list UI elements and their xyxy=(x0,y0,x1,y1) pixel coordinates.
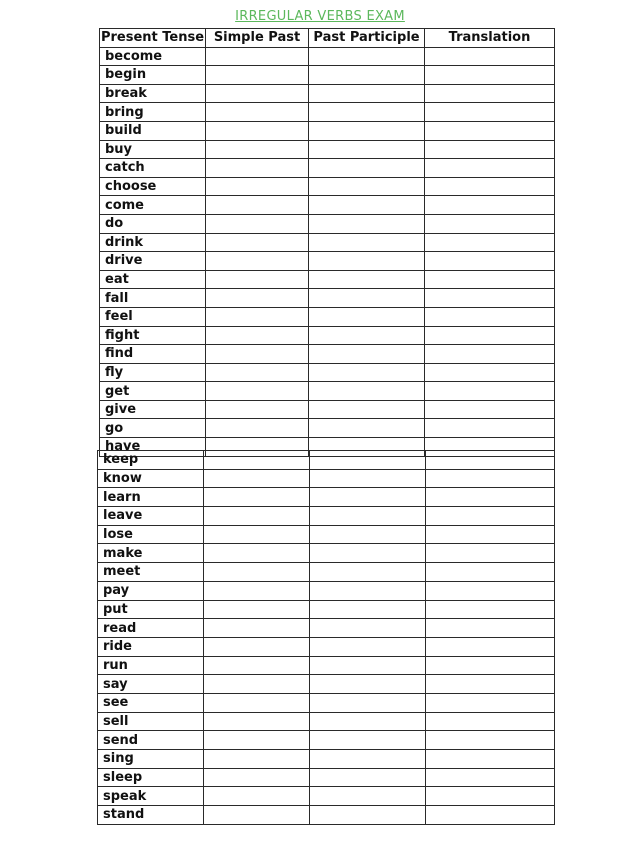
translation-cell[interactable] xyxy=(426,675,555,694)
verb-row xyxy=(100,177,555,196)
past-participle-cell[interactable] xyxy=(310,787,426,806)
translation-cell[interactable] xyxy=(426,712,555,731)
simple-past-cell[interactable] xyxy=(204,731,310,750)
simple-past-cell[interactable] xyxy=(204,693,310,712)
verb-row xyxy=(98,469,555,488)
translation-cell[interactable] xyxy=(425,66,555,85)
present-tense-cell: pay xyxy=(98,581,204,600)
past-participle-cell[interactable] xyxy=(310,750,426,769)
present-tense-cell: sell xyxy=(98,712,204,731)
simple-past-cell[interactable] xyxy=(204,712,310,731)
verb-row xyxy=(98,806,555,825)
translation-cell[interactable] xyxy=(426,693,555,712)
translation-cell[interactable] xyxy=(425,382,555,401)
present-tense-cell: feel xyxy=(100,307,206,326)
verb-row xyxy=(100,307,555,326)
translation-cell[interactable] xyxy=(426,768,555,787)
present-tense-cell: make xyxy=(98,544,204,563)
translation-cell[interactable] xyxy=(426,581,555,600)
present-tense-cell: speak xyxy=(98,787,204,806)
translation-cell[interactable] xyxy=(425,363,555,382)
simple-past-cell[interactable] xyxy=(204,451,310,470)
past-participle-cell[interactable] xyxy=(309,66,425,85)
simple-past-cell[interactable] xyxy=(204,488,310,507)
past-participle-cell[interactable] xyxy=(309,419,425,438)
present-tense-cell: say xyxy=(98,675,204,694)
translation-cell[interactable] xyxy=(426,806,555,825)
verb-row xyxy=(100,270,555,289)
past-participle-cell[interactable] xyxy=(310,637,426,656)
verb-row xyxy=(98,619,555,638)
past-participle-cell[interactable] xyxy=(310,581,426,600)
past-participle-cell[interactable] xyxy=(310,675,426,694)
simple-past-cell[interactable] xyxy=(206,214,309,233)
simple-past-cell[interactable] xyxy=(204,619,310,638)
present-tense-cell: keep xyxy=(98,451,204,470)
verb-row xyxy=(100,400,555,419)
present-tense-cell: leave xyxy=(98,507,204,526)
past-participle-cell[interactable] xyxy=(310,619,426,638)
translation-cell[interactable] xyxy=(425,252,555,271)
translation-cell[interactable] xyxy=(425,84,555,103)
past-participle-cell[interactable] xyxy=(309,345,425,364)
simple-past-cell[interactable] xyxy=(204,806,310,825)
translation-cell[interactable] xyxy=(426,525,555,544)
header-present-tense: Present Tense xyxy=(100,30,205,46)
header-simple-past: Simple Past xyxy=(206,29,309,48)
present-tense-cell: run xyxy=(98,656,204,675)
past-participle-cell[interactable] xyxy=(309,159,425,178)
verb-row xyxy=(100,66,555,85)
past-participle-cell[interactable] xyxy=(310,693,426,712)
present-tense-cell: bring xyxy=(100,103,206,122)
past-participle-cell[interactable] xyxy=(310,563,426,582)
translation-cell[interactable] xyxy=(425,345,555,364)
simple-past-cell[interactable] xyxy=(206,121,309,140)
past-participle-cell[interactable] xyxy=(310,806,426,825)
simple-past-cell[interactable] xyxy=(206,307,309,326)
past-participle-cell[interactable] xyxy=(309,47,425,66)
present-tense-cell: drink xyxy=(100,233,206,252)
simple-past-cell[interactable] xyxy=(206,177,309,196)
verb-row xyxy=(98,768,555,787)
translation-cell[interactable] xyxy=(425,140,555,159)
translation-cell[interactable] xyxy=(426,451,555,470)
simple-past-cell[interactable] xyxy=(206,326,309,345)
verb-row xyxy=(100,84,555,103)
simple-past-cell[interactable] xyxy=(204,525,310,544)
verb-row xyxy=(100,47,555,66)
verb-row xyxy=(100,326,555,345)
verb-row xyxy=(98,712,555,731)
simple-past-cell[interactable] xyxy=(206,363,309,382)
translation-cell[interactable] xyxy=(426,731,555,750)
present-tense-cell: fall xyxy=(100,289,206,308)
present-tense-cell: send xyxy=(98,731,204,750)
header-translation: Translation xyxy=(425,29,555,48)
past-participle-cell[interactable] xyxy=(309,196,425,215)
translation-cell[interactable] xyxy=(426,600,555,619)
simple-past-cell[interactable] xyxy=(204,787,310,806)
translation-cell[interactable] xyxy=(425,47,555,66)
verb-row xyxy=(98,507,555,526)
simple-past-cell[interactable] xyxy=(204,581,310,600)
exam-title: IRREGULAR VERBS EXAM xyxy=(235,9,405,24)
present-tense-cell: stand xyxy=(98,806,204,825)
past-participle-cell[interactable] xyxy=(309,140,425,159)
verb-row xyxy=(98,525,555,544)
present-tense-cell: sing xyxy=(98,750,204,769)
verb-row xyxy=(100,140,555,159)
translation-cell[interactable] xyxy=(426,787,555,806)
past-participle-cell[interactable] xyxy=(310,600,426,619)
verb-row xyxy=(98,488,555,507)
translation-cell[interactable] xyxy=(425,233,555,252)
verb-row xyxy=(100,252,555,271)
present-tense-cell: break xyxy=(100,84,206,103)
past-participle-cell[interactable] xyxy=(309,84,425,103)
simple-past-cell[interactable] xyxy=(204,507,310,526)
translation-cell[interactable] xyxy=(425,159,555,178)
verb-row xyxy=(98,787,555,806)
translation-cell[interactable] xyxy=(426,750,555,769)
verb-row xyxy=(100,159,555,178)
translation-cell[interactable] xyxy=(425,196,555,215)
verb-row xyxy=(100,289,555,308)
simple-past-cell[interactable] xyxy=(206,270,309,289)
translation-cell[interactable] xyxy=(425,121,555,140)
simple-past-cell[interactable] xyxy=(206,345,309,364)
translation-cell[interactable] xyxy=(425,103,555,122)
present-tense-cell: read xyxy=(98,619,204,638)
verbs-table-part2 xyxy=(97,450,555,825)
verb-row xyxy=(98,637,555,656)
simple-past-cell[interactable] xyxy=(206,196,309,215)
translation-cell[interactable] xyxy=(426,469,555,488)
present-tense-cell: put xyxy=(98,600,204,619)
simple-past-cell[interactable] xyxy=(206,66,309,85)
verb-row xyxy=(98,693,555,712)
past-participle-cell[interactable] xyxy=(309,252,425,271)
simple-past-cell[interactable] xyxy=(204,600,310,619)
simple-past-cell[interactable] xyxy=(204,750,310,769)
present-tense-cell: become xyxy=(100,47,206,66)
past-participle-cell[interactable] xyxy=(309,382,425,401)
present-tense-cell: get xyxy=(100,382,206,401)
past-participle-cell[interactable] xyxy=(309,326,425,345)
present-tense-cell: sleep xyxy=(98,768,204,787)
verb-row xyxy=(98,656,555,675)
simple-past-cell[interactable] xyxy=(206,233,309,252)
past-participle-cell[interactable] xyxy=(309,289,425,308)
translation-cell[interactable] xyxy=(425,307,555,326)
header-past-participle: Past Participle xyxy=(309,29,425,48)
past-participle-cell[interactable] xyxy=(310,712,426,731)
past-participle-cell[interactable] xyxy=(310,731,426,750)
present-tense-cell: do xyxy=(100,214,206,233)
simple-past-cell[interactable] xyxy=(206,382,309,401)
past-participle-cell[interactable] xyxy=(309,363,425,382)
translation-cell[interactable] xyxy=(426,488,555,507)
translation-cell[interactable] xyxy=(426,656,555,675)
past-participle-cell[interactable] xyxy=(310,507,426,526)
past-participle-cell[interactable] xyxy=(309,307,425,326)
simple-past-cell[interactable] xyxy=(206,289,309,308)
translation-cell[interactable] xyxy=(426,507,555,526)
verb-row xyxy=(98,675,555,694)
present-tense-cell: see xyxy=(98,693,204,712)
verb-row xyxy=(98,581,555,600)
past-participle-cell[interactable] xyxy=(309,270,425,289)
present-tense-cell: learn xyxy=(98,488,204,507)
simple-past-cell[interactable] xyxy=(204,768,310,787)
translation-cell[interactable] xyxy=(426,563,555,582)
simple-past-cell[interactable] xyxy=(204,544,310,563)
present-tense-cell: begin xyxy=(100,66,206,85)
simple-past-cell[interactable] xyxy=(204,469,310,488)
present-tense-cell: drive xyxy=(100,252,206,271)
simple-past-cell[interactable] xyxy=(206,159,309,178)
past-participle-cell[interactable] xyxy=(310,768,426,787)
verb-row xyxy=(100,345,555,364)
verb-row xyxy=(98,544,555,563)
simple-past-cell[interactable] xyxy=(206,103,309,122)
translation-cell[interactable] xyxy=(425,177,555,196)
simple-past-cell[interactable] xyxy=(206,47,309,66)
present-tense-cell: eat xyxy=(100,270,206,289)
past-participle-cell[interactable] xyxy=(309,400,425,419)
simple-past-cell[interactable] xyxy=(204,675,310,694)
translation-cell[interactable] xyxy=(425,326,555,345)
verb-row xyxy=(98,563,555,582)
verb-row xyxy=(98,600,555,619)
past-participle-cell[interactable] xyxy=(309,121,425,140)
present-tense-cell: give xyxy=(100,400,206,419)
verb-row xyxy=(100,121,555,140)
verb-row xyxy=(100,103,555,122)
simple-past-cell[interactable] xyxy=(204,563,310,582)
verb-row xyxy=(98,451,555,470)
present-tense-cell: fight xyxy=(100,326,206,345)
verb-row xyxy=(98,750,555,769)
translation-cell[interactable] xyxy=(425,419,555,438)
present-tense-cell: know xyxy=(98,469,204,488)
present-tense-cell: ride xyxy=(98,637,204,656)
past-participle-cell[interactable] xyxy=(309,214,425,233)
translation-cell[interactable] xyxy=(425,400,555,419)
present-tense-cell: meet xyxy=(98,563,204,582)
past-participle-cell[interactable] xyxy=(310,656,426,675)
verb-row xyxy=(100,233,555,252)
translation-cell[interactable] xyxy=(426,637,555,656)
simple-past-cell[interactable] xyxy=(206,84,309,103)
past-participle-cell[interactable] xyxy=(310,525,426,544)
present-tense-cell: have xyxy=(100,438,206,457)
present-tense-cell: build xyxy=(100,121,206,140)
verb-row xyxy=(100,196,555,215)
present-tense-cell: fly xyxy=(100,363,206,382)
present-tense-cell: lose xyxy=(98,525,204,544)
verb-row xyxy=(100,419,555,438)
translation-cell[interactable] xyxy=(425,270,555,289)
verb-row xyxy=(98,731,555,750)
verb-row xyxy=(100,382,555,401)
present-tense-cell: find xyxy=(100,345,206,364)
translation-cell[interactable] xyxy=(426,619,555,638)
header-row xyxy=(100,29,555,48)
verb-row xyxy=(100,214,555,233)
translation-cell[interactable] xyxy=(425,289,555,308)
past-participle-cell[interactable] xyxy=(309,103,425,122)
present-tense-cell: go xyxy=(100,419,206,438)
present-tense-cell: catch xyxy=(100,159,206,178)
past-participle-cell[interactable] xyxy=(309,233,425,252)
verb-row xyxy=(100,363,555,382)
verbs-table-part1 xyxy=(99,28,555,457)
past-participle-cell[interactable] xyxy=(309,177,425,196)
past-participle-cell[interactable] xyxy=(310,488,426,507)
simple-past-cell[interactable] xyxy=(204,656,310,675)
present-tense-cell: come xyxy=(100,196,206,215)
past-participle-cell[interactable] xyxy=(310,451,426,470)
present-tense-cell: choose xyxy=(100,177,206,196)
present-tense-cell: buy xyxy=(100,140,206,159)
past-participle-cell[interactable] xyxy=(310,544,426,563)
simple-past-cell[interactable] xyxy=(206,419,309,438)
simple-past-cell[interactable] xyxy=(204,637,310,656)
simple-past-cell[interactable] xyxy=(206,140,309,159)
past-participle-cell[interactable] xyxy=(310,469,426,488)
simple-past-cell[interactable] xyxy=(206,400,309,419)
simple-past-cell[interactable] xyxy=(206,252,309,271)
translation-cell[interactable] xyxy=(425,214,555,233)
translation-cell[interactable] xyxy=(426,544,555,563)
